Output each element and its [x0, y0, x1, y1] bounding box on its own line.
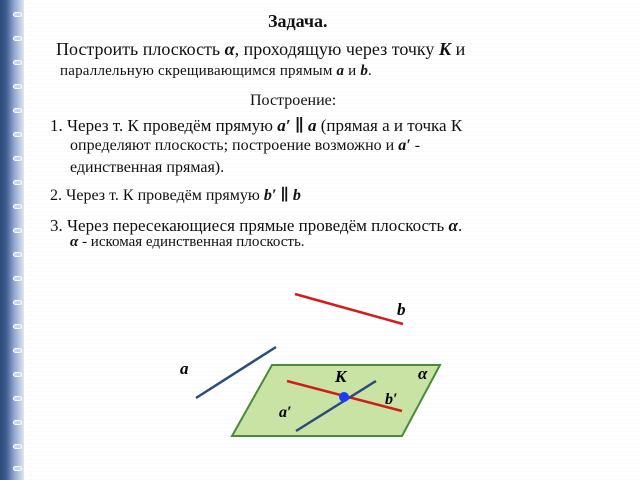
var-a-prime: a′ [398, 137, 411, 154]
text: определяют плоскость; построение возможно и [70, 137, 399, 154]
step-1-line-3: единственная прямая). [70, 159, 225, 176]
label-alpha: α [418, 364, 428, 383]
var-b-prime-parallel: b′ ∥ b [263, 187, 301, 204]
text: - [410, 137, 421, 154]
step-number: 1. [50, 116, 63, 135]
step-number: 2. [50, 187, 62, 204]
step-number: 3. [50, 216, 63, 235]
text: и [344, 63, 361, 79]
construction-heading: Построение: [250, 92, 337, 109]
text: Через т. К проведём прямую [62, 187, 264, 204]
text: параллельную скрещивающимся прямым [60, 63, 337, 79]
var-alpha: α [224, 39, 235, 59]
label-b: b [397, 300, 406, 319]
var-alpha: α [448, 216, 458, 235]
text: Через т. К проведём прямую [62, 116, 278, 135]
var-K: К [438, 39, 452, 59]
text: . [457, 216, 463, 235]
point-K [339, 392, 349, 402]
var-b: b [360, 63, 369, 79]
problem-title: Задача. [268, 11, 328, 31]
text: и [451, 39, 466, 59]
label-K: К [335, 367, 347, 386]
line-b [295, 294, 403, 324]
text: (прямая а и точка К [316, 116, 463, 135]
label-a-prime: a′ [279, 404, 292, 421]
var-a: a [336, 63, 345, 79]
var-alpha: α [70, 234, 79, 250]
text: - искомая единственная плоскость. [78, 234, 305, 250]
label-a: a [180, 359, 189, 378]
text: . [368, 63, 372, 79]
text: Построить плоскость [56, 39, 225, 59]
var-a-prime-parallel: a′ ∥ a [277, 116, 317, 135]
text: , проходящую через точку [234, 39, 439, 59]
text: Через пересекающиеся прямые проведём плоскость [62, 216, 449, 235]
label-b-prime: b′ [385, 391, 398, 408]
